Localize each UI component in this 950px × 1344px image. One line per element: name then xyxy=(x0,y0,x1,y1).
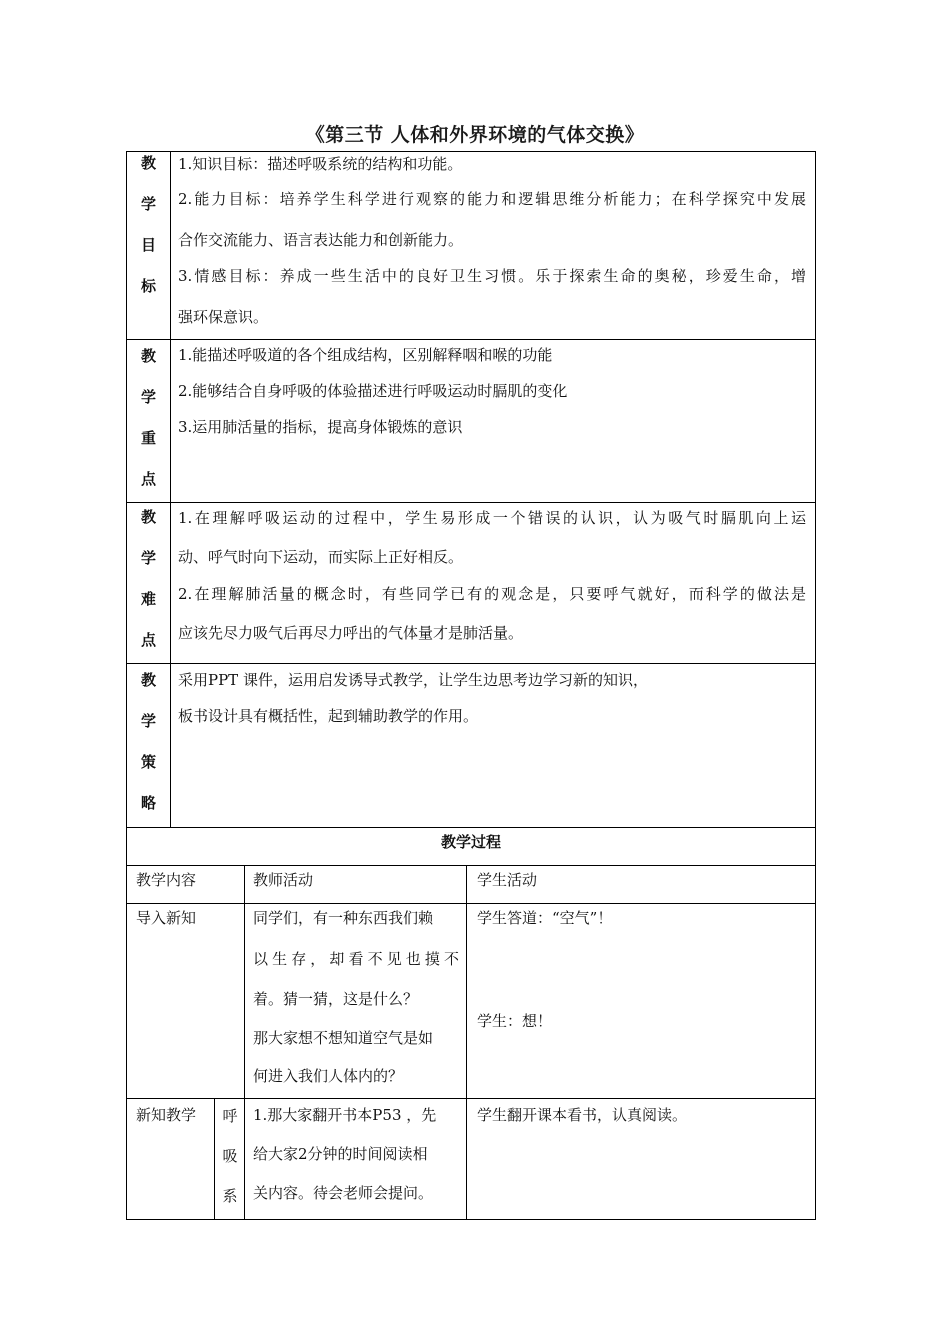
col-header-student: 学生活动 xyxy=(477,871,538,889)
col-header-teacher: 教师活动 xyxy=(253,871,314,889)
key-points-line-1: 1.能描述呼吸道的各个组成结构，区别解释咽和喉的功能 xyxy=(178,346,553,364)
strategy-line-1: 采用PPT 课件，运用启发诱导式教学，让学生边思考边学习新的知识， xyxy=(178,671,648,689)
strategy-line-2: 板书设计具有概括性，起到辅助教学的作用。 xyxy=(178,707,479,725)
new-student-line-1: 学生翻开课本看书，认真阅读。 xyxy=(477,1106,688,1124)
section-label-objectives: 教 学 目 标 xyxy=(140,154,156,295)
intro-teacher-line-5: 何进入我们人体内的？ xyxy=(253,1067,404,1085)
difficulties-line-3: 2.在理解肺活量的概念时，有些同学已有的观念是，只要呼气就好，而科学的做法是 xyxy=(178,585,806,603)
objectives-line-3: 合作交流能力、语言表达能力和创新能力。 xyxy=(178,231,464,249)
key-points-line-3: 3.运用肺活量的指标，提高身体锻炼的意识 xyxy=(178,418,463,436)
objectives-line-1: 1.知识目标：描述呼吸系统的结构和功能。 xyxy=(178,155,463,173)
row-divider xyxy=(126,903,816,904)
key-points-line-2: 2.能够结合自身呼吸的体验描述进行呼吸运动时膈肌的变化 xyxy=(178,382,568,400)
intro-teacher-line-4: 那大家想不想知道空气是如 xyxy=(253,1029,434,1047)
intro-teacher-line-2: 以生存，却看不见也摸不 xyxy=(253,950,459,968)
row-divider xyxy=(126,865,816,866)
col-header-content: 教学内容 xyxy=(136,871,197,889)
section-label-key-points: 教 学 重 点 xyxy=(140,347,156,488)
intro-teacher-line-3: 着。猜一猜，这是什么？ xyxy=(253,990,419,1008)
row-content-intro: 导入新知 xyxy=(136,909,197,927)
sub-topic-vertical-text: 呼 吸 系 xyxy=(222,1107,238,1205)
label-column-divider xyxy=(170,151,171,827)
intro-student-line-1: 学生答道：“空气”！ xyxy=(477,909,613,927)
section-label-strategy: 教 学 策 略 xyxy=(140,671,156,812)
difficulties-line-1: 1.在理解呼吸运动的过程中，学生易形成一个错误的认识，认为吸气时膈肌向上运 xyxy=(178,509,806,527)
page-title: 《第三节 人体和外界环境的气体交换》 xyxy=(305,124,645,146)
difficulties-line-2: 动、呼气时向下运动，而实际上正好相反。 xyxy=(178,548,464,566)
row-content-new-knowledge: 新知教学 xyxy=(136,1106,197,1124)
column-divider xyxy=(466,865,467,1220)
new-teacher-line-1: 1.那大家翻开书本P53 ，先 xyxy=(253,1106,437,1124)
objectives-line-5: 强环保意识。 xyxy=(178,308,269,326)
row-divider xyxy=(126,827,816,828)
objectives-line-2: 2.能力目标：培养学生科学进行观察的能力和逻辑思维分析能力；在科学探究中发展 xyxy=(178,190,806,208)
objectives-line-4: 3.情感目标：养成一些生活中的良好卫生习惯。乐于探索生命的奥秘，珍爱生命，增 xyxy=(178,267,806,285)
section-label-difficulties: 教 学 难 点 xyxy=(140,508,156,649)
intro-student-line-2: 学生：想！ xyxy=(477,1012,553,1030)
process-heading: 教学过程 xyxy=(440,833,501,851)
intro-teacher-line-1: 同学们，有一种东西我们赖 xyxy=(253,909,434,927)
new-teacher-line-2: 给大家2分钟的时间阅读相 xyxy=(253,1145,428,1163)
new-teacher-line-3: 关内容。待会老师会提问。 xyxy=(253,1184,434,1202)
difficulties-line-4: 应该先尽力吸气后再尽力呼出的气体量才是肺活量。 xyxy=(178,624,524,642)
